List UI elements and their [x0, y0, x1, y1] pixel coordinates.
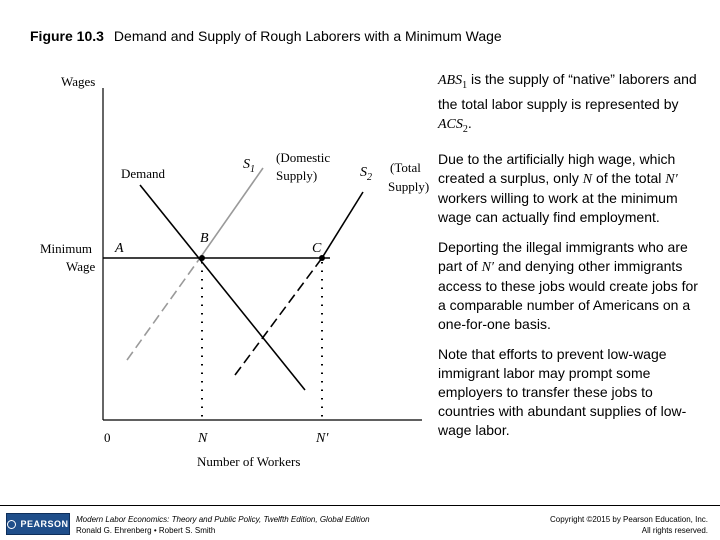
- point-a-label: A: [115, 241, 124, 256]
- s2-desc-2: Supply): [388, 179, 430, 194]
- s1-desc-1: (Domestic: [276, 150, 331, 165]
- min-wage-label-1: Minimum: [40, 241, 93, 256]
- footer-rights-line: All rights reserved.: [641, 526, 708, 535]
- s1-desc-2: Supply): [276, 168, 318, 183]
- s1-supply-curve-lower: [127, 258, 200, 360]
- point-b-marker: [199, 255, 205, 261]
- footer-book-info: [76, 514, 370, 536]
- note-4: Note that efforts to prevent low-wage immigrant labor may prompt some employers to transfer these jobs to countries with abundant supplies of low-wage labor.: [438, 345, 687, 438]
- explanation-notes: [438, 70, 708, 451]
- demand-curve: [140, 185, 305, 390]
- labor-market-diagram: [0, 60, 432, 480]
- point-c-label: C: [312, 241, 322, 256]
- tick-n-label: N: [198, 431, 208, 446]
- note-2: Due to the artificially high wage, which created a surplus, only N of the total N′ workers willing to work at the minimum wage can actually find employment.: [438, 150, 678, 225]
- x-axis-label: Number of Workers: [197, 454, 301, 469]
- s2-label: $S_2$: [360, 165, 372, 183]
- point-b-label: B: [200, 231, 209, 246]
- footer-book-title: Modern Labor Economics: Theory and Public Policy, Twelfth Edition, Global Edition: [76, 515, 370, 524]
- s1-supply-curve-upper: [200, 168, 263, 258]
- min-wage-label-2: Wage: [66, 259, 96, 274]
- figure-title: [30, 28, 502, 44]
- footer-authors: Ronald G. Ehrenberg • Robert S. Smith: [76, 526, 216, 535]
- note-1: $ABS_1$ is the supply of “native” laborers and the total labor supply is represented by $ACS_2$.: [438, 71, 697, 135]
- s2-desc-1: (Total: [390, 160, 421, 175]
- note-3: Deporting the illegal immigrants who are part of N′ and denying other immigrants access to these jobs would create jobs for a comparable number of Americans on a one-for-one basis.: [438, 238, 698, 332]
- origin-label: 0: [104, 430, 111, 445]
- figure-caption: Demand and Supply of Rough Laborers with a Minimum Wage: [113, 28, 502, 44]
- demand-label: Demand: [121, 166, 166, 181]
- footer-divider: [0, 505, 720, 506]
- pearson-logo: PEARSON: [6, 513, 70, 535]
- s2-supply-curve-upper: [322, 192, 363, 258]
- y-axis-label: Wages: [61, 74, 96, 89]
- s1-label: $S_1$: [243, 157, 255, 175]
- pearson-logo-icon: [7, 520, 16, 529]
- footer-copyright: [550, 514, 708, 536]
- figure-number: Figure 10.3: [30, 28, 104, 44]
- footer-copyright-line: Copyright ©2015 by Pearson Education, Inc.: [550, 515, 708, 524]
- tick-n-prime-label: N′: [316, 431, 329, 446]
